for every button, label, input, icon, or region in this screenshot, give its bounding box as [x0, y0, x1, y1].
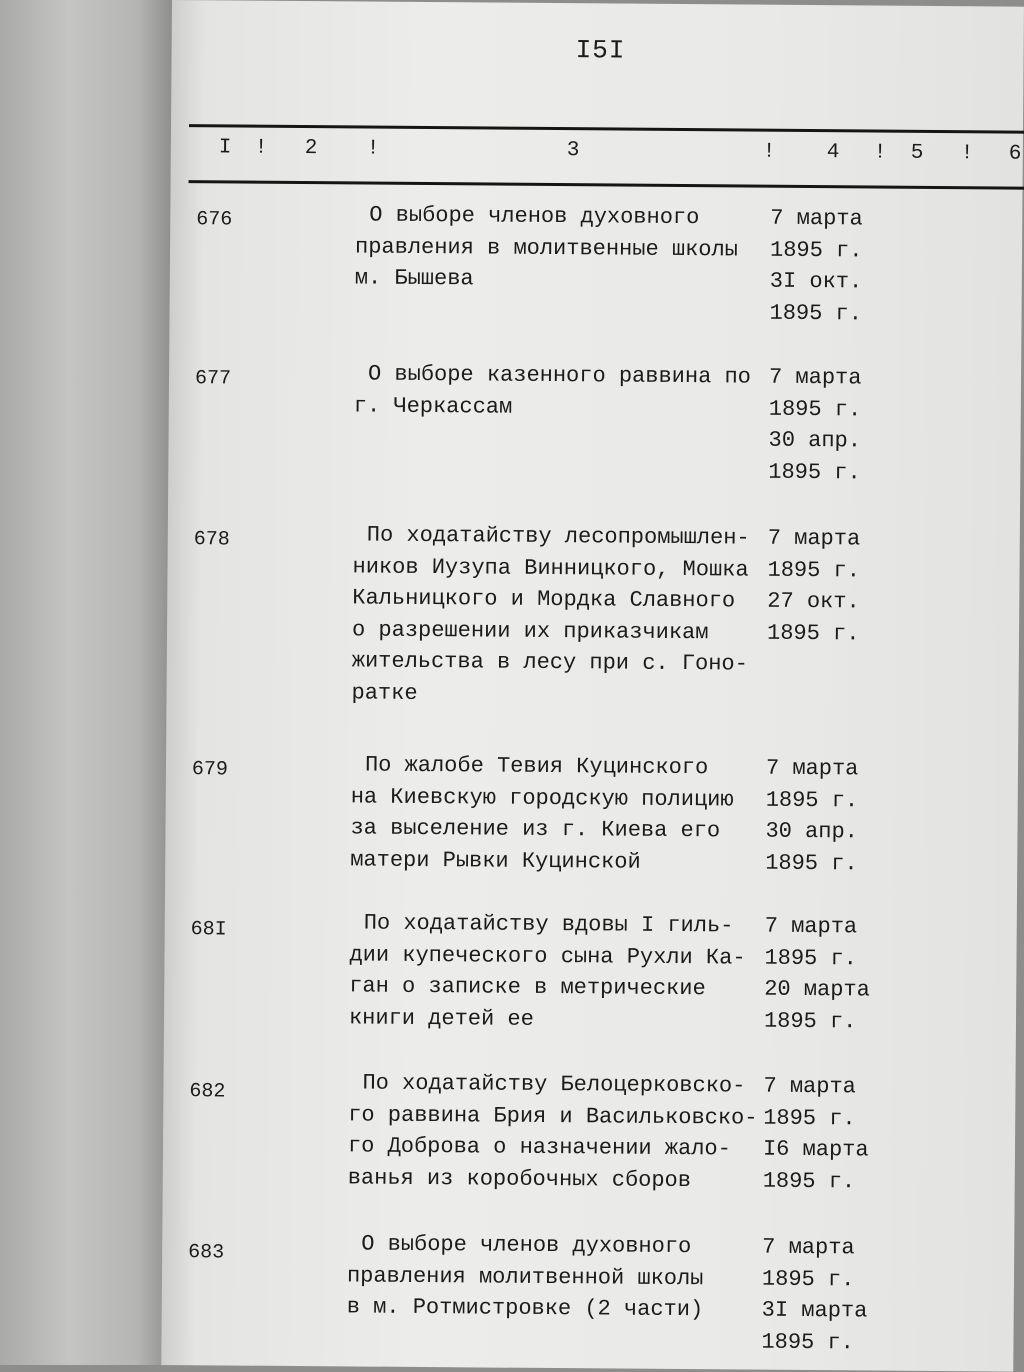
entry-title — [349, 907, 760, 1036]
date-line: 30 апр. — [768, 427, 862, 454]
column-separator: ! — [960, 142, 974, 166]
date-line: 1895 г. — [768, 459, 861, 485]
title-line: О выборе членов духовного — [361, 1231, 692, 1260]
title-line: О выборе казенного раввина по — [367, 361, 752, 390]
date-line: 27 окт. — [767, 588, 860, 615]
title-line: правления молитвенной школы — [346, 1262, 704, 1291]
title-line: о разрешении их приказчикам — [351, 616, 709, 645]
left-page-edge — [0, 0, 172, 1365]
title-line: ратке — [351, 679, 418, 706]
entry-dates — [767, 523, 888, 650]
title-line: По ходатайству лесопромышлен- — [366, 522, 750, 551]
register-entry — [164, 1066, 1016, 1194]
date-line: 1895 г. — [763, 1105, 856, 1131]
entry-title — [351, 519, 762, 711]
title-line: г. Черкассам — [353, 392, 513, 420]
title-line: ников Иузупа Винницкого, Мошка — [352, 553, 749, 583]
column-header-2: 2 — [304, 137, 318, 161]
date-line: 7 марта — [762, 1234, 855, 1261]
entry-number: 683 — [188, 1241, 225, 1265]
date-line: 1895 г. — [769, 300, 863, 326]
title-line: дии купеческого сына Рухли Ка- — [349, 941, 746, 971]
entry-number: 678 — [193, 528, 230, 552]
date-line: 1895 г. — [766, 620, 860, 646]
column-separator: ! — [762, 140, 776, 164]
date-line: 1895 г. — [769, 237, 863, 263]
title-line: матери Рывки Куцинской — [350, 846, 641, 875]
document-page — [161, 0, 1024, 1372]
header-rule-top — [189, 124, 1024, 134]
date-line: 7 марта — [763, 1073, 857, 1100]
date-line: 1895 г. — [763, 1008, 857, 1034]
entry-number: 677 — [194, 367, 232, 391]
entry-dates — [761, 1232, 882, 1359]
title-line: Кальницкого и Мордка Славного — [352, 585, 736, 614]
entry-dates — [763, 1071, 884, 1198]
column-header-row — [171, 136, 1023, 179]
register-entry — [168, 518, 1020, 706]
date-line: 1895 г. — [765, 850, 858, 876]
title-line: По ходатайству вдовы I гиль- — [363, 910, 734, 939]
column-header-1: I — [218, 136, 232, 160]
entry-dates — [765, 753, 886, 880]
page-number: I5I — [575, 35, 626, 66]
title-line: ванья из коробочных сборов — [347, 1164, 692, 1193]
register-entry — [165, 906, 1017, 1034]
date-line: I6 марта — [762, 1136, 869, 1163]
register-entry — [162, 1227, 1014, 1355]
date-line: 3I марта — [761, 1297, 868, 1324]
title-line: правления в молитвенные школы — [354, 233, 739, 262]
column-header-6: 6 — [1008, 142, 1022, 166]
date-line: 7 марта — [764, 913, 858, 940]
entry-title — [347, 1228, 758, 1326]
title-line: го раввина Брия и Васильковско- — [348, 1101, 758, 1131]
date-line: 1895 г. — [767, 557, 861, 583]
entry-dates — [768, 362, 889, 489]
title-line: По ходатайству Белоцерковско- — [362, 1070, 746, 1099]
date-line: 30 апр. — [765, 818, 859, 845]
column-header-3: 3 — [566, 139, 580, 163]
title-line: книги детей ее — [348, 1004, 534, 1032]
date-line: 1895 г. — [768, 396, 862, 422]
column-separator: ! — [366, 137, 380, 161]
entry-dates — [764, 911, 885, 1038]
column-separator: ! — [873, 141, 887, 165]
register-entry — [170, 198, 1022, 326]
title-line: О выборе членов духовного — [369, 202, 700, 231]
entry-number: 682 — [189, 1080, 226, 1104]
date-line: 1895 г. — [761, 1329, 854, 1355]
date-line: 3I окт. — [769, 268, 863, 295]
date-line: 7 марта — [770, 205, 863, 232]
date-line: 1895 г. — [764, 945, 858, 971]
date-line: 1895 г. — [765, 787, 859, 813]
register-entry — [169, 357, 1021, 485]
column-separator: ! — [254, 136, 268, 160]
entry-dates — [769, 203, 890, 330]
title-line: го Доброва о назначении жало- — [347, 1133, 731, 1162]
date-line: 1895 г. — [762, 1168, 856, 1194]
title-line: за выселение из г. Киева его — [350, 815, 721, 844]
entry-number: 68I — [190, 918, 227, 942]
title-line: ган о записке в метрические — [349, 973, 706, 1002]
title-line: жительства в лесу при с. Гоно- — [351, 648, 748, 677]
entry-title — [354, 358, 764, 424]
title-line: на Киевскую городскую полицию — [350, 783, 734, 812]
title-line: По жалобе Тевия Куцинского — [364, 752, 709, 781]
header-rule-bottom — [189, 180, 1024, 190]
date-line: 1895 г. — [761, 1266, 855, 1292]
date-line: 7 марта — [768, 364, 862, 391]
date-line: 7 марта — [767, 525, 861, 552]
column-header-5: 5 — [910, 141, 924, 165]
entry-title — [355, 199, 766, 297]
date-line: 20 марта — [764, 976, 870, 1003]
entry-title — [350, 749, 761, 878]
entry-title — [348, 1067, 759, 1196]
entry-number: 679 — [191, 758, 229, 782]
title-line: м. Бышева — [354, 265, 474, 292]
entry-number: 676 — [196, 208, 233, 232]
date-line: 7 марта — [765, 755, 859, 782]
title-line: в м. Ротмистровке (2 части) — [346, 1294, 704, 1323]
register-entry — [166, 748, 1018, 876]
column-header-4: 4 — [826, 141, 840, 165]
